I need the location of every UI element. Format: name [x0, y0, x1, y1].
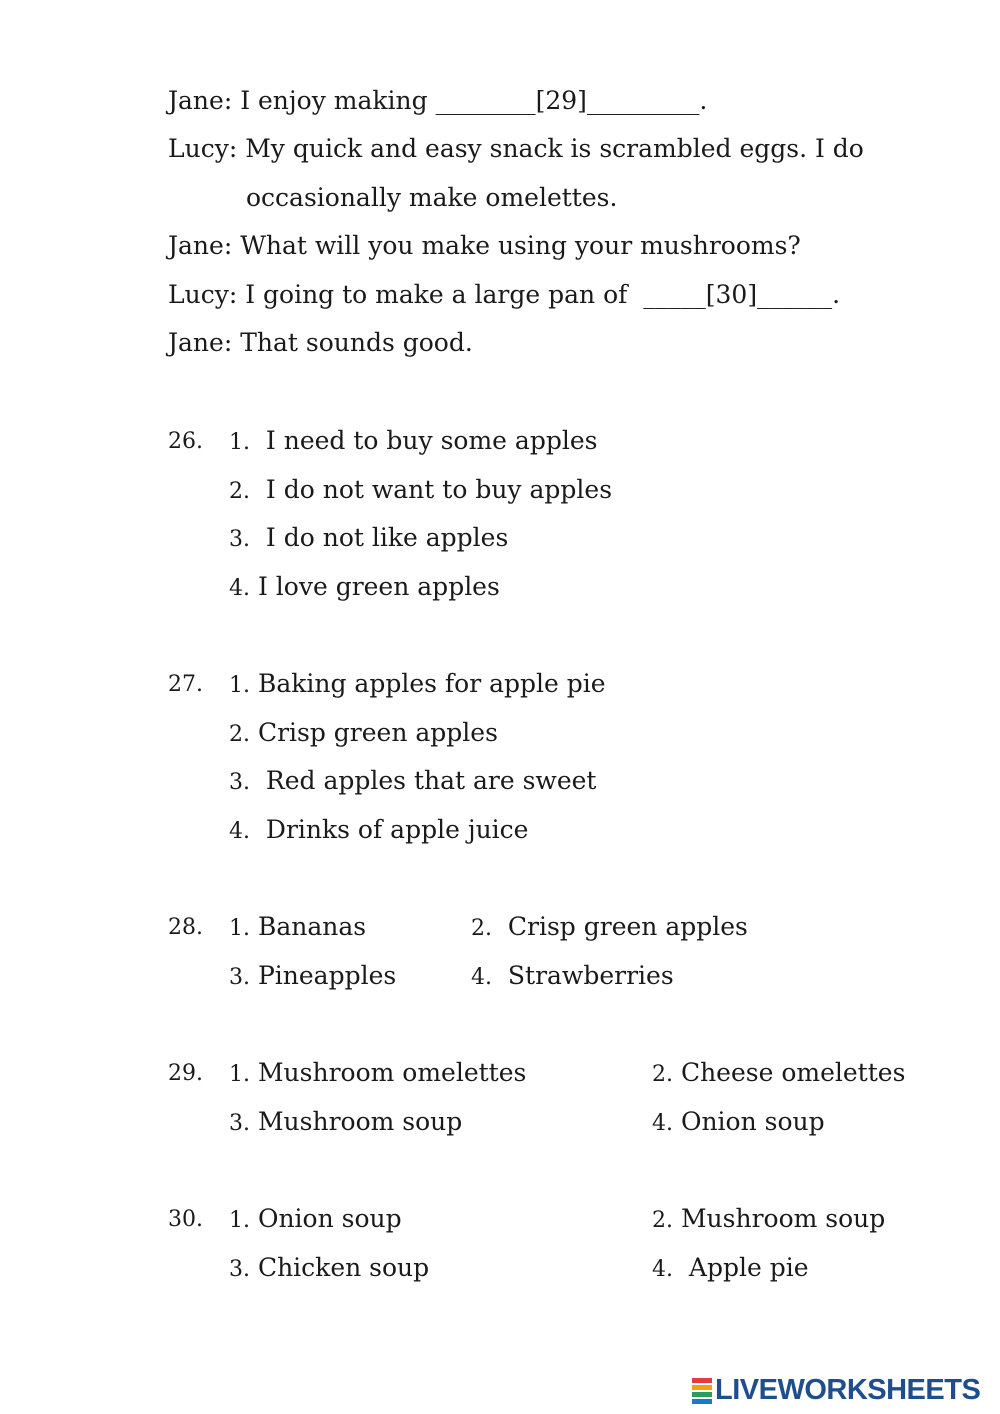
question-29-option-4[interactable]: 4. Onion soup	[652, 1107, 825, 1136]
logo-bar	[692, 1392, 712, 1397]
dialogue-line-6: Jane: That sounds good.	[168, 328, 473, 357]
question-29-option-3[interactable]: 3. Mushroom soup	[229, 1107, 463, 1136]
dialogue-line-4: Jane: What will you make using your mushrooms?	[168, 231, 801, 260]
question-28-option-3[interactable]: 3. Pineapples	[229, 961, 397, 990]
logo-bar	[692, 1378, 712, 1383]
question-28-number: 28.	[168, 915, 203, 940]
question-28-option-1[interactable]: 1. Bananas	[229, 912, 367, 941]
question-27-option-1[interactable]: 1. Baking apples for apple pie	[229, 669, 606, 698]
question-30-option-2[interactable]: 2. Mushroom soup	[652, 1204, 886, 1233]
question-30-option-4[interactable]: 4. Apple pie	[652, 1253, 809, 1282]
question-30-number: 30.	[168, 1207, 203, 1232]
question-29-option-1[interactable]: 1. Mushroom omelettes	[229, 1058, 527, 1087]
question-26-number: 26.	[168, 429, 203, 454]
question-28-option-2[interactable]: 2. Crisp green apples	[471, 912, 748, 941]
logo-text: LIVEWORKSHEETS	[715, 1374, 981, 1406]
question-29-option-2[interactable]: 2. Cheese omelettes	[652, 1058, 906, 1087]
question-29-number: 29.	[168, 1061, 203, 1086]
liveworksheets-logo	[692, 1374, 980, 1407]
question-27-number: 27.	[168, 672, 203, 697]
dialogue-line-3: occasionally make omelettes.	[246, 183, 618, 212]
question-26-option-1[interactable]: 1. I need to buy some apples	[229, 426, 598, 455]
question-28-option-4[interactable]: 4. Strawberries	[471, 961, 674, 990]
dialogue-line-1: Jane: I enjoy making ________[29]_________.	[168, 86, 708, 115]
dialogue-line-2: Lucy: My quick and easy snack is scrambled eggs. I do	[168, 134, 864, 163]
question-26-option-3[interactable]: 3. I do not like apples	[229, 523, 509, 552]
question-27-option-4[interactable]: 4. Drinks of apple juice	[229, 815, 529, 844]
question-30-option-3[interactable]: 3. Chicken soup	[229, 1253, 430, 1282]
dialogue-line-5: Lucy: I going to make a large pan of _____[30]______.	[168, 280, 841, 309]
logo-mark-icon	[692, 1377, 712, 1405]
question-26-option-2[interactable]: 2. I do not want to buy apples	[229, 475, 613, 504]
logo-bar	[692, 1399, 712, 1404]
question-27-option-2[interactable]: 2. Crisp green apples	[229, 718, 498, 747]
question-30-option-1[interactable]: 1. Onion soup	[229, 1204, 402, 1233]
question-27-option-3[interactable]: 3. Red apples that are sweet	[229, 766, 597, 795]
logo-bar	[692, 1385, 712, 1390]
question-26-option-4[interactable]: 4. I love green apples	[229, 572, 500, 601]
